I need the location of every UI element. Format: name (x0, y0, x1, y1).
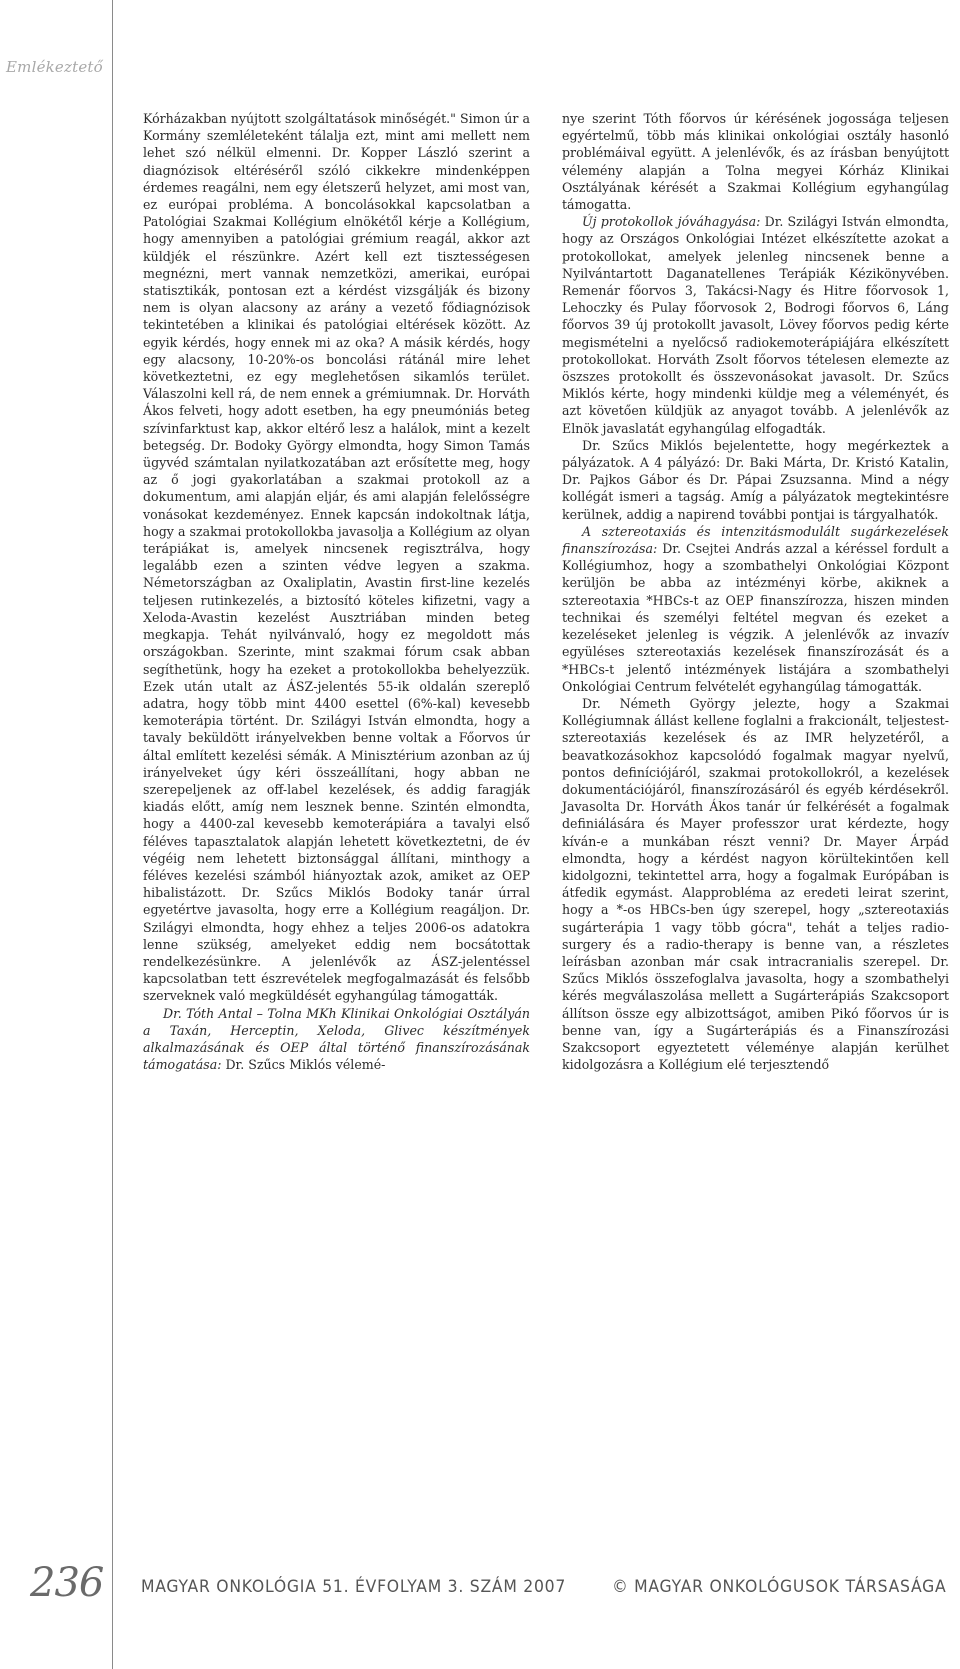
right-paragraph-4 (562, 523, 949, 695)
left-paragraph-1: Kórházakban nyújtott szolgáltatások minőségét." Simon úr a Kormány szemléleteként tálalja ezt, mint ami mellett nem lehet szó nélkül elmenni. Dr. Kopper László szerint a diagnózisok eltéréséről szóló cikkekre mindenképpen érdemes reagálni, nem egy életszerű helyzet, ami most van, ez európai probléma. A boncolásokkal kapcsolatban a Patológiai Szakmai Kollégium elnökétől kérje a Kollégium, hogy amennyiben a patológiai grémium reagál, akkor azt küldjék el részünkre. Azért kell ezt tisztességesen megnézni, mert vannak nemzetközi, amerikai, európai statisztikák, pontosan ezt a kérdést vizsgálják és bizony nem is olyan alacsony az arány a vezető fődiagnózisok tekintetében a klinikai és patológiai eltérések között. Az egyik kérdés, hogy ennek mi az oka? A másik kérdés, hogy egy alacsony, 10-20%-os boncolási rátánál mire lehet következtetni, ez egy meglehetősen sikamlós terület. Válaszolni kell rá, de nem ennek a grémiumnak. Dr. Horváth Ákos felveti, hogy adott esetben, ha egy pneumóniás beteg szívinfarktust kap, akkor eltérő lesz a halálok, mint a kezelt betegség. Dr. Bodoky György elmondta, hogy Simon Tamás ügyvéd számtalan nyilatkozatában azt erősítette meg, hogy az ő jogi gyakorlatában a szakmai protokoll az a dokumentum, ami alapján eljár, és ami alapján felelősségre vonásokat kezdeményez. Ennek kapcsán indokoltnak látja, hogy a szakmai protokollokba javasolja a Kollégium az olyan terápiákat is, amelyek nincsenek regisztrálva, hogy legalább ezen a szinten védve legyen a szakma. Németországban az Oxaliplatin, Avastin first-line kezelés teljesen rutinkezelés, a biztosító köteles kifizetni, vagy a Xeloda-Avastin kezelést Ausztriában minden beteg megkapja. Tehát nyilvánvaló, hogy ez megoldott más országokban. Szerinte, mint szakmai fórum csak abban segíthetünk, hogy ha ezeket a protokollokba behelyezzük. Ezek után utalt az ÁSZ-jelentés 55-ik oldalán szereplő adatra, hogy több mint 4400 esettel (6%-kal) kevesebb kemoterápia történt. Dr. Szilágyi István elmondta, hogy a tavaly beküldött irányelvekben benne voltak a Főorvos úr által említett kezelési sémák. A Minisztérium azonban az új irányelveket úgy kéri összeállítani, hogy abban ne szerepeljenek az off-label kezelések, és addig faragják kiadás előtt, amíg nem lesznek benne. Szintén elmondta, hogy a 4400-zal kevesebb kemoterápiára a tavalyi első féléves tapasztalatok alapján lehetett következtetni, de év végéig nem lehetett biztonsággal állítani, minthogy a féléves kezelési számból hiányoztak azok, amiket az OEP hibalistázott. Dr. Szűcs Miklós Bodoky tanár úrral egyetértve javasolta, hogy erre a Kollégium reagáljon. Dr. Szilágyi elmondta, hogy ehhez a teljes 2006-os adatokra lenne szükség, amelyeket eddig nem bocsátottak rendelkezésünkre. A jelenlévők az ÁSZ-jelentéssel kapcsolatban tett észrevételek megfogalmazását és felsőbb szerveknek való megküldését egyhangúlag támogatták. (143, 111, 530, 1004)
right-paragraph-3: Dr. Szűcs Miklós bejelentette, hogy megérkeztek a pályázatok. A 4 pályázó: Dr. Baki Márta, Dr. Kristó Katalin, Dr. Pajkos Gábor és Dr. Pápai Zsuzsanna. Mind a négy kollégát ismeri a tagság. Amíg a pályázatok megtekintésre kerülnek, addig a napirend további pontjai is tárgyalhatók. (562, 437, 949, 522)
right-paragraph-4-heading: A sztereotaxiás és intenzitásmodulált sugárkezelések finanszírozása: (562, 523, 949, 557)
page-number: 236 (30, 1560, 104, 1606)
right-paragraph-2-text: Dr. Szilágyi István elmondta, hogy az Országos Onkológiai Intézet elkészítette azokat a protokollokat, amelyek jelenleg nincsenek benne a Nyilvántartott Daganatellenes Terápiák Kézikönyvében. Remenár főorvos 3, Takácsi-Nagy és Hitre főorvosok 1, Lehoczky és Pulay főorvosok 2, Bodrogi főorvos 6, Láng főorvos 39 új protokollt javasolt, Lövey főorvos pedig kérte megismételni a nyelőcső radiokemoterápiájára elkészített protokollokat. Horváth Zsolt főorvos tételesen elemezte az öszszes protokollt és összevonásokat javasolt. Dr. Szűcs Miklós kérte, hogy mindenki küldje meg a véleményét, és azt követően küldjük az anyagot tovább. A jelenlévők az Elnök javaslatát egyhangúlag elfogadták. (562, 214, 949, 436)
publisher-credit: © MAGYAR ONKOLÓGUSOK TÁRSASÁGA (611, 1577, 946, 1597)
left-paragraph-2 (143, 1005, 530, 1074)
page-footer (0, 1560, 960, 1620)
left-column (143, 110, 530, 1073)
right-paragraph-1: nye szerint Tóth főorvos úr kérésének jogossága teljesen egyértelmű, több más klinikai onkológiai osztály hasonló problémáival együtt. A jelenlévők, és az írásban benyújtott vélemény alapján a Tolna megyei Kórház Klinikai Osztályának kérését a Szakmai Kollégium egyhangúlag támogatta. (562, 111, 949, 213)
journal-title: MAGYAR ONKOLÓGIA 51. ÉVFOLYAM 3. SZÁM 2007 (141, 1577, 567, 1597)
right-paragraph-2 (562, 213, 949, 437)
right-paragraph-5: Dr. Németh György jelezte, hogy a Szakmai Kollégiumnak állást kellene foglalni a frakcionált, teljestest-sztereotaxiás kezelések és az IMR helyzetéről, a beavatkozásokhoz kapcsolódó fogalmak magyar nyelvű, pontos definíciójáról, szakmai protokollokról, a kezelések dokumentációjáról, finanszírozásáról és egyéb kérdésekről. Javasolta Dr. Horváth Ákos tanár úr felkérését a fogalmak definiálására és Mayer professzor urat kérdezte, hogy kíván-e a munkában részt venni? Dr. Mayer Árpád elmondta, hogy a kérdést nagyon körültekintően kell kidolgozni, tekintettel arra, hogy a fogalmak Európában is átfedik egymást. Alapprobléma az eredeti leirat szerint, hogy a *-os HBCs-ben úgy szerepel, hogy „sztereotaxiás sugárterápia 1 vagy több gócra", tehát a teljes radio-surgery és a radio-therapy is benne van, a részletes leírásban azonban már csak intracranialis szerepel. Dr. Szűcs Miklós összefoglalva javasolta, hogy a szombathelyi kérés megválaszolása mellett a Sugárterápiás Szakcsoport állítson össze egy albizottságot, amiben Pikó főorvos úr is benne van, így a Sugárterápiás és a Finanszírozási Szakcsoport egyeztetett véleménye alapján kerülhet kidolgozásra a Kollégium elé terjesztendő (562, 695, 949, 1073)
left-paragraph-2-text: Dr. Szűcs Miklós vélemé- (221, 1057, 386, 1073)
left-paragraph-2-heading: Dr. Tóth Antal – Tolna MKh Klinikai Onkológiai Osztályán a Taxán, Herceptin, Xeloda, Glivec készítmények alkalmazásának és OEP által történő finanszírozásának támogatása: (143, 1005, 530, 1073)
right-paragraph-4-text: Dr. Csejtei András azzal a kéréssel fordult a Kollégiumhoz, hogy a szombathelyi Onkológiai Központ kerüljön be abba az intézményi körbe, akiknek a sztereotaxia *HBCs-t az OEP finanszírozza, hiszen minden technikai és személyi feltétel megvan és ezeket a kezeléseket jelenleg is végzik. A jelenlévők az invazív együléses sztereotaxiás kezelések finanszírozását és a *HBCs-t jelentő intézmények listájára a szombathelyi Onkológiai Centrum felvételét egyhangúlag támogatták. (562, 541, 949, 694)
right-paragraph-2-heading: Új protokollok jóváhagyása: (582, 214, 761, 230)
right-column (562, 110, 949, 1073)
section-label: Emlékeztető (6, 58, 103, 76)
gutter-divider (112, 0, 113, 1669)
